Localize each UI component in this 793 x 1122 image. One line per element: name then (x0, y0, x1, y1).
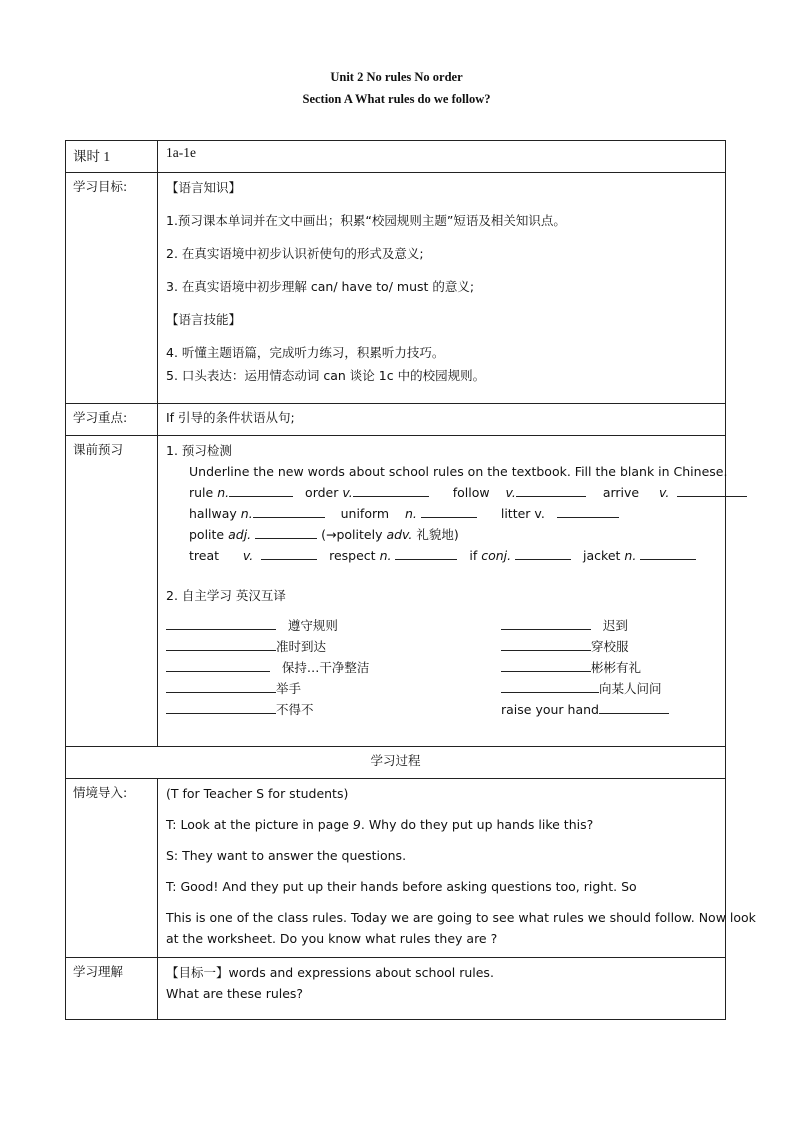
focus-value: If 引导的条件状语从句; (158, 404, 726, 436)
pos-order: v. (342, 485, 353, 500)
intro-line-2 (166, 814, 725, 835)
translate-right-4 (501, 678, 662, 697)
blank-left-1[interactable] (166, 615, 276, 630)
pos-follow: v. (505, 485, 516, 500)
word-politely: (→politely (321, 527, 383, 542)
blank-litter[interactable] (557, 503, 619, 518)
blank-right-5[interactable] (599, 699, 669, 714)
blank-jacket[interactable] (640, 545, 696, 560)
translate-left-2 (166, 636, 326, 655)
blank-left-2[interactable] (166, 636, 276, 651)
preview-check-heading: 1. 预习检测 (166, 443, 232, 458)
phrase-raise-your-hand: raise your hand (501, 702, 599, 717)
translate-right-2 (501, 636, 629, 655)
blank-follow[interactable] (516, 482, 586, 497)
word-polite: polite (189, 527, 225, 542)
vocab-line-3 (166, 524, 725, 545)
translate-left-1 (166, 615, 338, 634)
document-subtitle: Section A What rules do we follow? (302, 92, 491, 106)
word-jacket: jacket (583, 548, 621, 563)
intro-line-4: T: Good! And they put up their hands before asking questions too, right. So (166, 879, 637, 894)
phrase-follow-rules: 遵守规则 (287, 618, 338, 633)
document-title: Unit 2 No rules No order (330, 70, 463, 84)
intro-line-1: (T for Teacher S for students) (166, 786, 349, 801)
word-arrive: arrive (602, 485, 640, 500)
lesson-plan-table (65, 140, 756, 1020)
pos-hallway: n. (240, 506, 253, 521)
blank-left-5[interactable] (166, 699, 276, 714)
blank-rule[interactable] (229, 482, 293, 497)
intro-content (158, 779, 756, 958)
self-study-heading: 2. 自主学习 英汉互译 (166, 588, 286, 603)
focus-row (66, 404, 726, 436)
translate-right-5 (501, 699, 669, 717)
translate-left-5 (166, 699, 314, 718)
intro-line-6: at the worksheet. Do you know what rules they are ? (166, 931, 498, 946)
intro-line-5: This is one of the class rules. Today we are going to see what rules we should follow. Now look (166, 910, 756, 925)
blank-uniform[interactable] (421, 503, 477, 518)
word-treat: treat (189, 548, 220, 563)
skills-heading: 【语言技能】 (166, 312, 242, 327)
phrase-wear-uniform: 穿校服 (591, 639, 629, 654)
translate-right-1 (501, 615, 628, 634)
process-title: 学习过程 (66, 747, 726, 779)
translate-left-3 (166, 657, 369, 676)
intro-row (66, 779, 726, 958)
word-litter: litter v. (500, 506, 545, 521)
pos-treat: v. (242, 548, 254, 563)
goals-content (158, 173, 726, 404)
word-if: if (469, 548, 478, 563)
lesson-value: 1a-1e (158, 141, 726, 173)
blank-left-3[interactable] (166, 657, 270, 672)
understand-label: 学习理解 (66, 958, 158, 1020)
blank-arrive[interactable] (677, 482, 747, 497)
understand-line-2: What are these rules? (166, 986, 304, 1001)
goal-1: 1.预习课本单词并在文中画出；积累“校园规则主题”短语及相关知识点。 (166, 213, 566, 228)
understand-content (158, 958, 726, 1020)
goal-2: 2. 在真实语境中初步认识祈使句的形式及意义; (166, 246, 424, 261)
vocab-line-2 (166, 503, 725, 524)
intro-line-2-end: . Why do they put up hands like this? (360, 817, 594, 832)
process-row (66, 747, 726, 779)
word-rule: rule (189, 485, 214, 500)
blank-right-2[interactable] (501, 636, 591, 651)
pos-jacket: n. (624, 548, 637, 563)
vocab-line-4 (166, 545, 725, 566)
preview-row (66, 436, 726, 747)
phrase-raise-hand: 举手 (276, 681, 302, 696)
pos-respect: n. (379, 548, 392, 563)
goal-5: 5. 口头表达：运用情态动词 can 谈论 1c 中的校园规则。 (166, 368, 486, 383)
phrase-ask-someone: 向某人问问 (599, 681, 662, 696)
pos-arrive: v. (659, 485, 670, 500)
intro-label: 情境导入: (66, 779, 158, 958)
blank-polite[interactable] (255, 524, 317, 539)
preview-instruction: Underline the new words about school rules on the textbook. Fill the blank in Chinese. (189, 464, 728, 479)
blank-right-3[interactable] (501, 657, 591, 672)
blank-right-1[interactable] (501, 615, 591, 630)
phrase-have-to: 不得不 (276, 702, 314, 717)
goal-3: 3. 在真实语境中初步理解 can/ have to/ must 的意义; (166, 279, 475, 294)
word-order: order (305, 485, 339, 500)
preview-content (158, 436, 726, 747)
phrase-be-late: 迟到 (602, 618, 628, 633)
pos-politely: adv. (386, 527, 413, 542)
intro-line-3: S: They want to answer the questions. (166, 848, 407, 863)
translate-right-3 (501, 657, 641, 676)
goals-label: 学习目标: (66, 173, 158, 404)
blank-order[interactable] (353, 482, 429, 497)
word-respect: respect (329, 548, 376, 563)
goals-row (66, 173, 726, 404)
phrase-keep-clean: 保持…干净整洁 (281, 660, 370, 675)
pos-uniform: n. (404, 506, 417, 521)
pos-rule: n. (217, 485, 230, 500)
pos-if: conj. (481, 548, 512, 563)
phrase-be-polite: 彬彬有礼 (591, 660, 642, 675)
vocab-line-1 (166, 482, 725, 503)
phrase-arrive-on-time: 准时到达 (276, 639, 327, 654)
word-hallway: hallway (189, 506, 237, 521)
blank-left-4[interactable] (166, 678, 276, 693)
intro-line-2-text: T: Look at the picture in page (166, 817, 353, 832)
word-politely-meaning: 礼貌地) (416, 527, 459, 542)
lesson-label: 课时 1 (66, 141, 158, 173)
blank-right-4[interactable] (501, 678, 599, 693)
blank-treat[interactable] (261, 545, 317, 560)
focus-label: 学习重点: (66, 404, 158, 436)
preview-label: 课前预习 (66, 436, 158, 747)
goal-4: 4. 听懂主题语篇，完成听力练习，积累听力技巧。 (166, 345, 445, 360)
blank-respect[interactable] (395, 545, 457, 560)
translation-grid (166, 615, 725, 725)
pos-polite: adj. (228, 527, 252, 542)
intro-page-number: 9 (352, 817, 361, 832)
word-uniform: uniform (340, 506, 390, 521)
understand-line-1: 【目标一】words and expressions about school rules. (166, 965, 494, 980)
knowledge-heading: 【语言知识】 (166, 180, 242, 195)
lesson-row (66, 141, 726, 173)
translate-left-4 (166, 678, 301, 697)
understand-row (66, 958, 726, 1020)
word-follow: follow (452, 485, 490, 500)
blank-hallway[interactable] (253, 503, 325, 518)
blank-if[interactable] (515, 545, 571, 560)
